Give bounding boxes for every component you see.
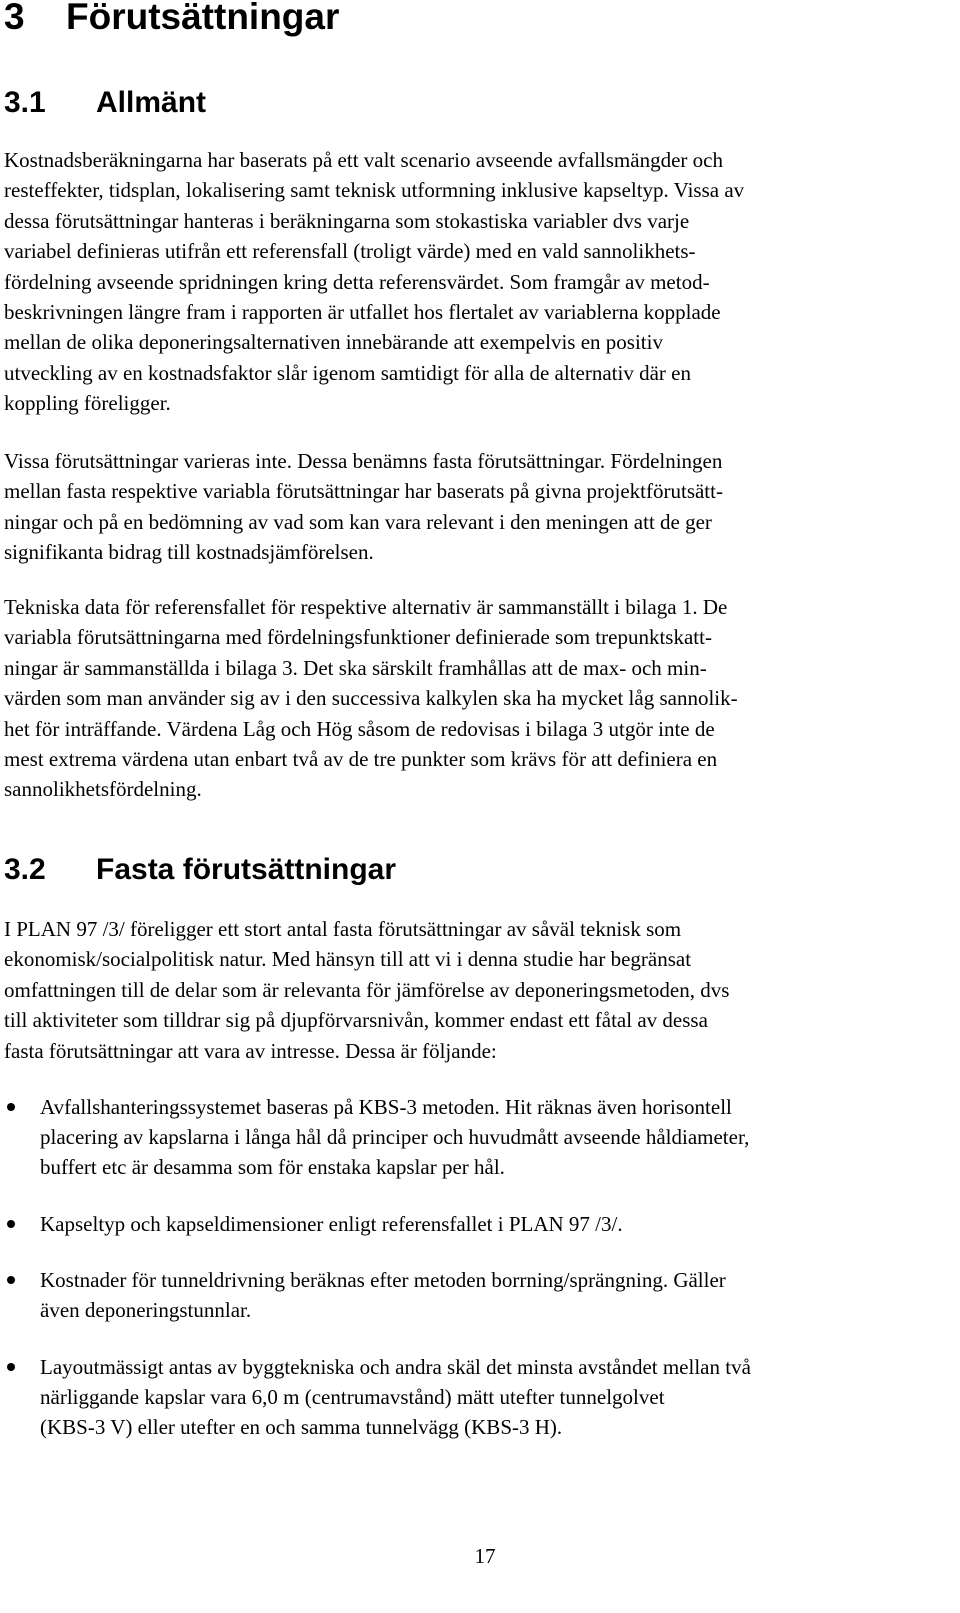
text-line: Kapseltyp och kapseldimensioner enligt referensfallet i PLAN 97 /3/.	[40, 1212, 623, 1236]
section-heading-3-2	[4, 850, 396, 890]
text-line: mellan fasta respektive variabla förutsättningar har baserats på givna projektförutsätt-	[4, 479, 723, 504]
paragraph-1	[4, 145, 934, 419]
chapter-heading	[4, 0, 339, 42]
text-line: närliggande kapslar vara 6,0 m (centrumavstånd) mätt utefter tunnelgolvet	[40, 1385, 665, 1409]
bullet-icon	[7, 1276, 15, 1284]
text-line: signifikanta bidrag till kostnadsjämförelsen.	[4, 540, 374, 565]
text-line: fasta förutsättningar att vara av intresse. Dessa är följande:	[4, 1038, 497, 1063]
text-line: variabla förutsättningarna med fördelningsfunktioner definierade som trepunktskatt-	[4, 625, 712, 650]
text-line: Kostnadsberäkningarna har baserats på ett valt scenario avseende avfallsmängder och	[4, 148, 723, 172]
list-item	[40, 1352, 940, 1442]
text-line: även deponeringstunnlar.	[40, 1298, 252, 1322]
text-line: dessa förutsättningar hanteras i beräkningarna som stokastiska variabler dvs varje	[4, 208, 690, 233]
chapter-title: Förutsättningar	[66, 0, 340, 37]
text-line: het för inträffande. Värdena Låg och Hög såsom de redovisas i bilaga 3 utgör inte de	[4, 716, 715, 741]
text-line: ningar är sammanställda i bilaga 3. Det ska särskilt framhållas att de max- och min-	[4, 655, 707, 680]
text-line: Layoutmässigt antas av byggtekniska och andra skäl det minsta avståndet mellan två	[40, 1355, 751, 1379]
page-number: 17	[474, 1544, 496, 1568]
text-line: Kostnader för tunneldrivning beräknas efter metoden borrning/sprängning. Gäller	[40, 1268, 726, 1292]
list-item	[40, 1209, 940, 1239]
text-line: I PLAN 97 /3/ föreligger ett stort antal fasta förutsättningar av såväl teknisk som	[4, 917, 682, 941]
section-title: Fasta förutsättningar	[96, 853, 397, 886]
section-number: 3.2	[4, 853, 46, 886]
text-line: resteffekter, tidsplan, lokalisering samt teknisk utformning inklusive kapseltyp. Vissa av	[4, 178, 745, 203]
paragraph-2	[4, 446, 934, 568]
text-line: Tekniska data för referensfallet för respektive alternativ är sammanställt i bilaga 1. De	[4, 595, 728, 619]
text-line: ningar och på en bedömning av vad som kan vara relevant i den meningen att de ger	[4, 509, 712, 534]
bullet-icon	[7, 1220, 15, 1228]
text-line: fördelning avseende spridningen kring detta referensvärdet. Som framgår av metod-	[4, 269, 710, 294]
text-line: koppling föreligger.	[4, 391, 171, 416]
paragraph-intro-3-2	[4, 914, 934, 1066]
text-line: mest extrema värdena utan enbart två av de tre punkter som krävs för att definiera en	[4, 747, 718, 772]
text-line: utveckling av en kostnadsfaktor slår igenom samtidigt för alla de alternativ där en	[4, 360, 691, 385]
bullet-icon	[7, 1363, 15, 1371]
text-line: omfattningen till de delar som är relevanta för jämförelse av deponeringsmetoden, dvs	[4, 977, 730, 1002]
text-line: variabel definieras utifrån ett referensfall (troligt värde) med en vald sannolikhets-	[4, 239, 696, 264]
text-line: beskrivningen längre fram i rapporten är utfallet hos flertalet av variablerna kopplade	[4, 300, 721, 325]
paragraph-3	[4, 592, 934, 805]
text-line: Avfallshanteringssystemet baseras på KBS-3 metoden. Hit räknas även horisontell	[40, 1095, 732, 1119]
chapter-number: 3	[4, 0, 25, 37]
text-line: (KBS-3 V) eller utefter en och samma tunnelvägg (KBS-3 H).	[40, 1415, 563, 1439]
text-line: till aktiviteter som tilldrar sig på djupförvarsnivån, kommer endast ett fåtal av dessa	[4, 1008, 708, 1033]
bullet-icon	[7, 1103, 15, 1111]
text-line: sannolikhetsfördelning.	[4, 777, 202, 802]
text-line: ekonomisk/socialpolitisk natur. Med hänsyn till att vi i denna studie har begränsat	[4, 947, 692, 972]
text-line: värden som man använder sig av i den successiva kalkylen ska ha mycket låg sannolik-	[4, 686, 738, 711]
list-item	[40, 1092, 940, 1182]
section-heading-3-1	[4, 83, 206, 123]
text-line: placering av kapslarna i långa hål då principer och huvudmått avseende håldiameter,	[40, 1125, 750, 1149]
text-line: buffert etc är desamma som för enstaka kapslar per hål.	[40, 1155, 505, 1179]
list-item	[40, 1265, 940, 1325]
text-line: mellan de olika deponeringsalternativen innebärande att exempelvis en positiv	[4, 330, 663, 355]
section-number: 3.1	[4, 86, 46, 119]
section-title: Allmänt	[96, 86, 207, 119]
text-line: Vissa förutsättningar varieras inte. Dessa benämns fasta förutsättningar. Fördelningen	[4, 449, 723, 473]
